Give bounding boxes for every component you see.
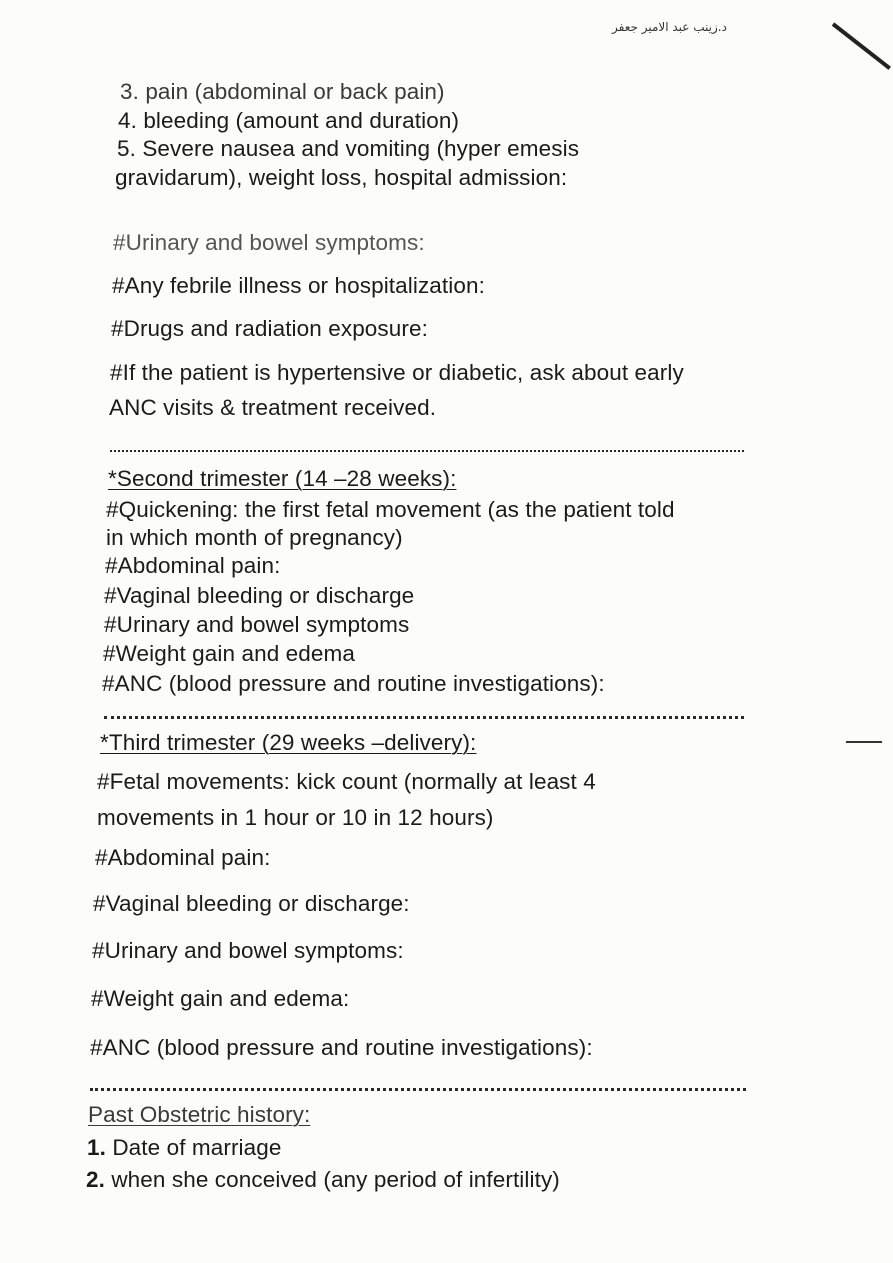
section-divider	[104, 716, 744, 719]
symptom-line: #Abdominal pain:	[105, 553, 281, 578]
section-heading-past-obstetric: Past Obstetric history:	[88, 1102, 311, 1127]
symptom-line: #Vaginal bleeding or discharge:	[93, 891, 410, 916]
scan-edge-mark	[832, 22, 891, 69]
symptom-line: in which month of pregnancy)	[106, 525, 403, 550]
section-heading-second-trimester: *Second trimester (14 –28 weeks):	[108, 466, 457, 491]
list-item: 3. pain (abdominal or back pain)	[120, 79, 445, 104]
symptom-line: #Urinary and bowel symptoms	[104, 612, 410, 637]
list-item: 5. Severe nausea and vomiting (hyper emesis	[117, 136, 580, 161]
symptom-line: #Drugs and radiation exposure:	[111, 316, 428, 341]
author-name: د.زينب عبد الامير جعفر	[612, 20, 727, 34]
symptom-line: #Abdominal pain:	[95, 845, 271, 870]
section-divider	[110, 450, 744, 452]
symptom-line: #Any febrile illness or hospitalization:	[112, 273, 485, 298]
list-item	[86, 1166, 560, 1194]
section-heading-third-trimester: *Third trimester (29 weeks –delivery):	[100, 730, 477, 755]
symptom-line: ANC visits & treatment received.	[109, 395, 437, 420]
list-text: when she conceived (any period of infertility)	[104, 1167, 560, 1192]
list-number: 1.	[87, 1135, 106, 1160]
section-divider	[90, 1088, 746, 1091]
symptom-line: #Quickening: the first fetal movement (as the patient told	[106, 497, 675, 522]
list-item: 4. bleeding (amount and duration)	[118, 108, 460, 133]
symptom-line: movements in 1 hour or 10 in 12 hours)	[97, 805, 494, 830]
list-item: gravidarum), weight loss, hospital admission:	[115, 165, 568, 190]
list-item	[87, 1134, 282, 1162]
symptom-line: #Vaginal bleeding or discharge	[104, 583, 415, 608]
list-number: 2.	[86, 1167, 105, 1192]
scan-edge-mark-right	[846, 741, 882, 743]
list-text: Date of marriage	[105, 1135, 282, 1160]
symptom-line: #If the patient is hypertensive or diabetic, ask about early	[110, 360, 684, 385]
symptom-line: #Urinary and bowel symptoms:	[92, 938, 404, 963]
symptom-line: #ANC (blood pressure and routine investigations):	[102, 671, 605, 696]
symptom-line: #Fetal movements: kick count (normally at least 4	[97, 769, 596, 794]
symptom-line: #ANC (blood pressure and routine investigations):	[90, 1035, 593, 1060]
symptom-line: #Weight gain and edema	[103, 641, 355, 666]
symptom-line: #Urinary and bowel symptoms:	[113, 230, 425, 255]
symptom-line: #Weight gain and edema:	[91, 986, 350, 1011]
